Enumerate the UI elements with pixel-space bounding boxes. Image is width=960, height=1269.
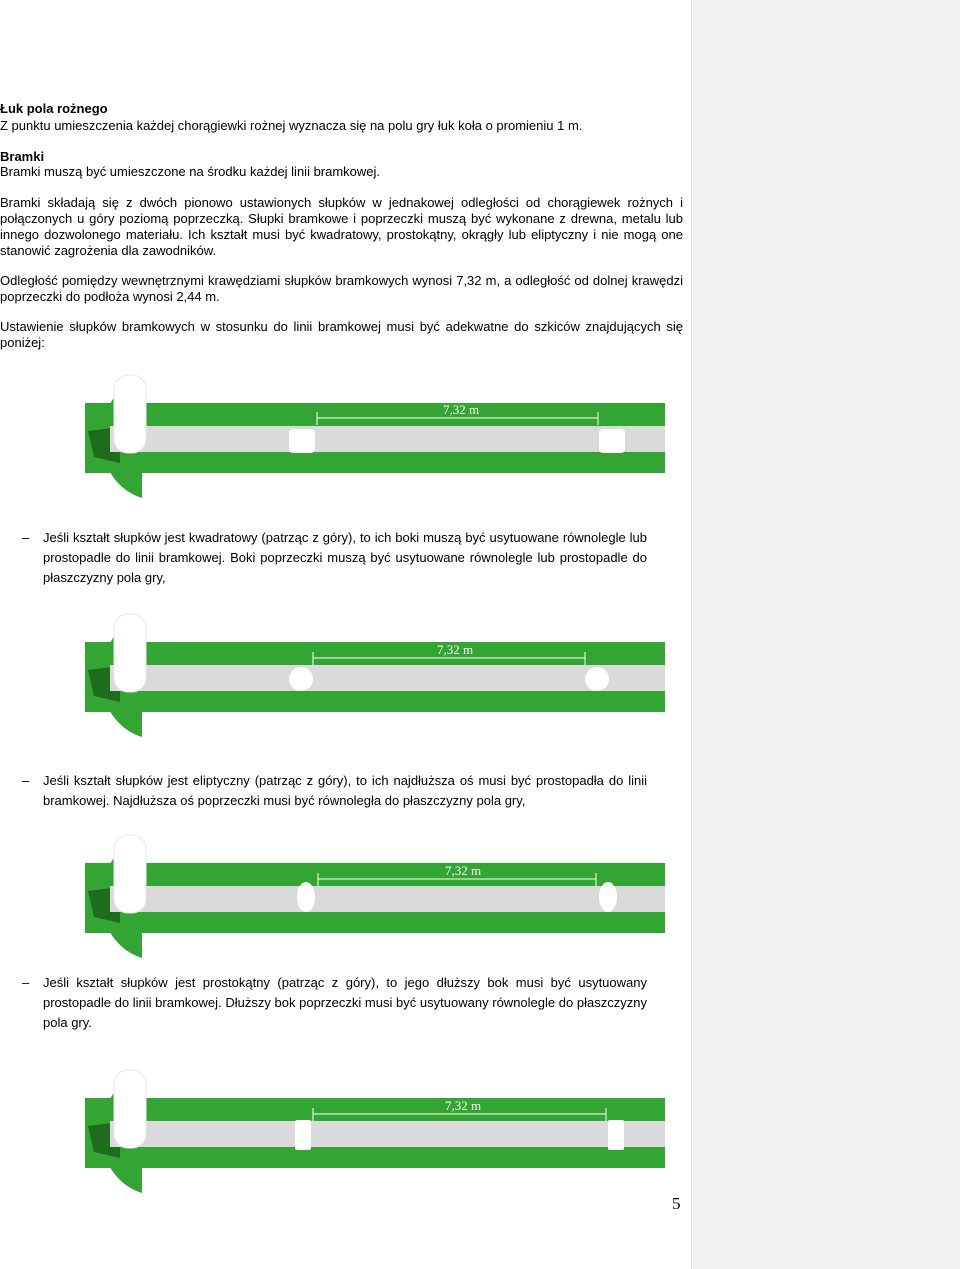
- bullet-text: Jeśli kształt słupków jest prostokątny (patrząc z góry), to jego dłuższy bok musi być usytuowany prostopadle do linii bramkowej. Dłuższy bok poprzeczki musi być usytuowany równolegle do płaszczyzny pola gry.: [43, 975, 647, 1030]
- goals-text-1: Bramki muszą być umieszczone na środku każdej linii bramkowej.: [0, 164, 381, 179]
- comment-sidebar: [691, 0, 960, 1269]
- arc-heading: Łuk pola rożnego: [0, 101, 108, 116]
- bullet-dash: –: [22, 530, 30, 545]
- right-post: [599, 882, 617, 912]
- bullet-text: Jeśli kształt słupków jest eliptyczny (patrząc z góry), to ich najdłuższa oś musi być prostopadła do linii bramkowej. Najdłuższa oś poprzeczki musi być równoległa do płaszczyzny pola gry,: [43, 773, 647, 808]
- post-body: [114, 835, 146, 913]
- bullet-rectangle: [0, 973, 650, 1033]
- left-post: [289, 429, 315, 453]
- right-post: [585, 667, 609, 691]
- arc-text: Z punktu umieszczenia każdej chorągiewki rożnej wyznacza się na polu gry łuk koła o promieniu 1 m.: [0, 118, 583, 133]
- goal-diagram-rectangle: [80, 1068, 670, 1198]
- goals-text-2: Bramki składają się z dwóch pionowo ustawionych słupków w jednakowej odległości od chorągiewek rożnych i połączonych u góry poziomą poprzeczką. Słupki bramkowe i poprzeczki muszą być wykonane z drewna, metalu lub innego dozwolonego materiału. Ich kształt musi być kwadratowy, prostokątny, okrągły lub eliptyczny i nie mogą one stanowić zagrożenia dla zawodników.: [0, 195, 683, 258]
- goal-line: [110, 886, 665, 912]
- goals-text-4: Ustawienie słupków bramkowych w stosunku do linii bramkowej musi być adekwatne do szkiców znajdujących się poniżej:: [0, 319, 683, 350]
- goal-diagram-ellipse: [80, 833, 670, 963]
- goal-diagram-square: [80, 373, 670, 503]
- post-body: [114, 614, 146, 692]
- post-body: [114, 375, 146, 453]
- goal-line: [110, 1121, 665, 1147]
- distance-label: 7,32 m: [436, 642, 474, 657]
- distance-label: 7,32 m: [442, 402, 480, 417]
- bullet-ellipse: [0, 771, 650, 811]
- left-post: [289, 667, 313, 691]
- goal-line: [110, 665, 665, 691]
- goals-text-3: Odległość pomiędzy wewnętrznymi krawędziami słupków bramkowych wynosi 7,32 m, a odległość od dolnej krawędzi poprzeczki do podłoża wynosi 2,44 m.: [0, 273, 683, 304]
- right-post: [599, 429, 625, 453]
- left-post: [297, 882, 315, 912]
- post-body: [114, 1070, 146, 1148]
- goal-diagram-circle: [80, 612, 670, 742]
- bullet-text: Jeśli kształt słupków jest kwadratowy (patrząc z góry), to ich boki muszą być usytuowane równolegle lub prostopadle do linii bramkowej. Boki poprzeczki muszą być usytuowane równolegle lub prostopadle do płaszczyzny pola gry,: [43, 530, 647, 585]
- goal-line: [110, 426, 665, 452]
- goals-heading: Bramki: [0, 149, 45, 164]
- bullet-dash: –: [22, 975, 30, 990]
- page-number: 5: [672, 1194, 681, 1213]
- bullet-square: [0, 528, 650, 588]
- left-post: [295, 1120, 311, 1150]
- right-post: [608, 1120, 624, 1150]
- distance-label: 7,32 m: [444, 1098, 482, 1113]
- bullet-dash: –: [22, 773, 30, 788]
- distance-label: 7,32 m: [444, 863, 482, 878]
